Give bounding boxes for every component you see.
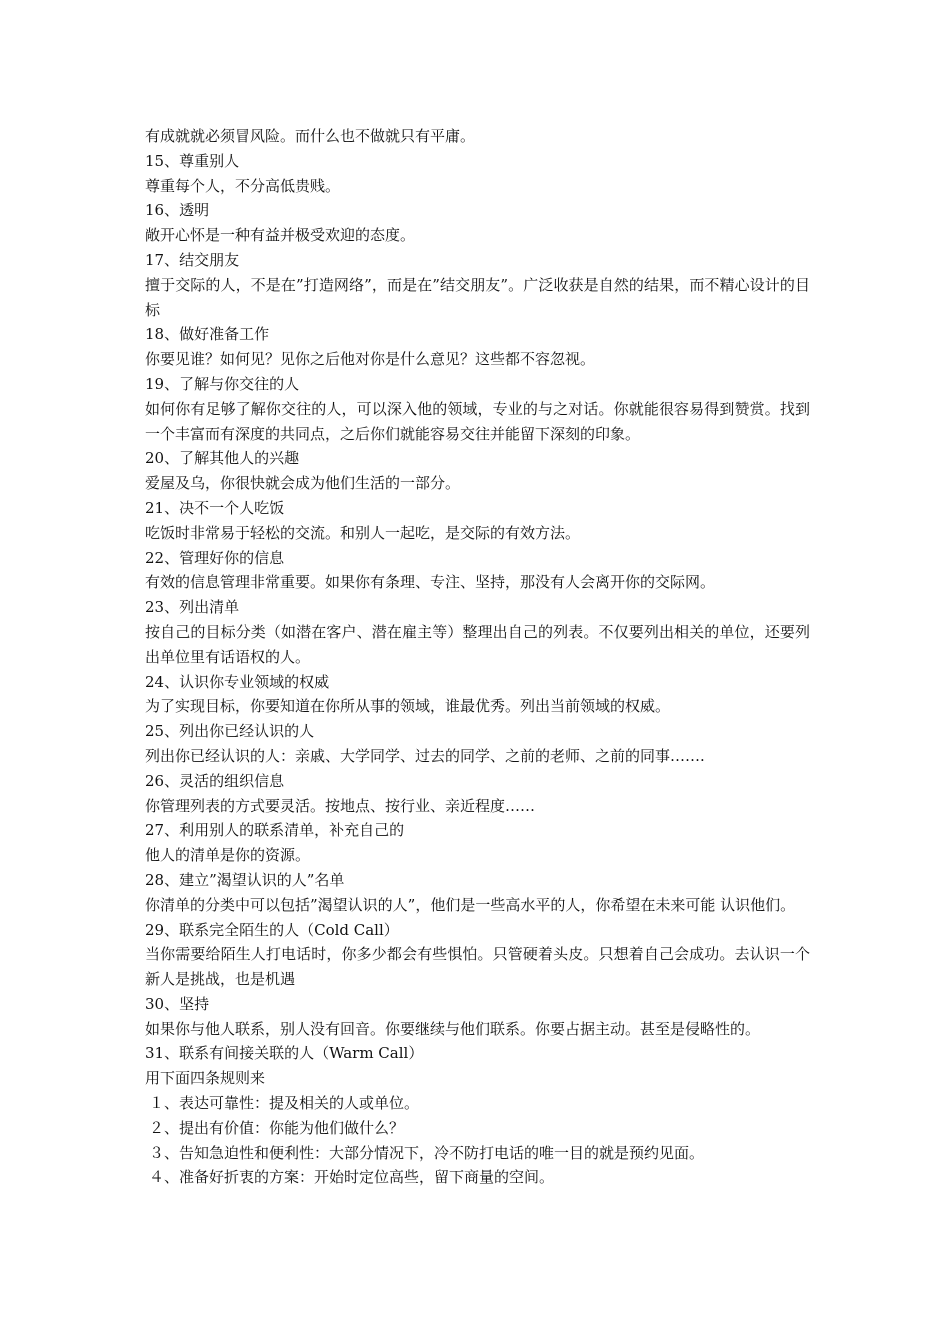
rule-item: ２、提出有价值：你能为他们做什么？ — [149, 1118, 405, 1137]
section-heading: 30、坚持 — [145, 994, 210, 1013]
section-heading: 20、了解其他人的兴趣 — [145, 449, 300, 468]
paragraph: 爱屋及乌，你很快就会成为他们生活的一部分。 — [145, 474, 461, 493]
section-heading: 26、灵活的组织信息 — [145, 771, 285, 790]
section-heading: 24、认识你专业领域的权威 — [145, 672, 330, 691]
section-heading: 25、列出你已经认识的人 — [145, 722, 315, 741]
paragraph: 为了实现目标，你要知道在你所从事的领域，谁最优秀。列出当前领域的权威。 — [145, 697, 671, 716]
paragraph: 列出你已经认识的人：亲戚、大学同学、过去的同学、之前的老师、之前的同事……. — [145, 746, 705, 765]
paragraph: 他人的清单是你的资源。 — [145, 846, 311, 865]
document-body — [145, 124, 810, 1190]
rule-item: １、表达可靠性：提及相关的人或单位。 — [149, 1094, 420, 1113]
rule-item: ３、告知急迫性和便利性：大部分情况下，冷不防打电话的唯一目的就是预约见面。 — [149, 1143, 705, 1162]
section-heading: 19、了解与你交往的人 — [145, 374, 300, 393]
paragraph: 用下面四条规则来 — [145, 1069, 266, 1088]
paragraph: 当你需要给陌生人打电话时，你多少都会有些惧怕。只管硬着头皮。只想着自己会成功。去认识一个新人是挑战，也是机遇 — [145, 945, 810, 989]
section-heading: 22、管理好你的信息 — [145, 548, 285, 567]
paragraph: 按自己的目标分类（如潜在客户、潜在雇主等）整理出自己的列表。不仅要列出相关的单位，还要列出单位里有话语权的人。 — [145, 622, 810, 666]
paragraph: 你管理列表的方式要灵活。按地点、按行业、亲近程度…… — [145, 796, 536, 815]
paragraph: 有成就就必须冒风险。而什么也不做就只有平庸。 — [145, 127, 476, 145]
paragraph: 尊重每个人，不分高低贵贱。 — [145, 176, 341, 195]
paragraph: 吃饭时非常易于轻松的交流。和别人一起吃，是交际的有效方法。 — [145, 523, 581, 542]
section-heading: 17、结交朋友 — [145, 250, 240, 269]
section-heading: 31、联系有间接关联的人（Warm Call） — [145, 1044, 424, 1063]
paragraph: 如果你与他人联系，别人没有回音。你要继续与他们联系。你要占据主动。甚至是侵略性的。 — [145, 1019, 761, 1038]
section-heading: 29、联系完全陌生的人（Cold Call） — [145, 920, 399, 939]
section-heading: 23、列出清单 — [145, 598, 240, 617]
section-heading: 15、尊重别人 — [145, 151, 240, 170]
rule-item: ４、准备好折衷的方案：开始时定位高些，留下商量的空间。 — [149, 1168, 555, 1187]
section-heading: 21、决不一个人吃饭 — [145, 498, 285, 517]
paragraph: 你要见谁？如何见？见你之后他对你是什么意见？这些都不容忽视。 — [145, 350, 596, 369]
section-heading: 16、透明 — [145, 201, 210, 220]
paragraph: 擅于交际的人，不是在”打造网络”，而是在”结交朋友”。广泛收获是自然的结果，而不精心设计的目标 — [145, 275, 810, 319]
paragraph: 有效的信息管理非常重要。如果你有条理、专注、坚持，那没有人会离开你的交际网。 — [145, 573, 716, 592]
section-heading: 27、利用别人的联系清单，补充自己的 — [145, 821, 405, 840]
paragraph: 你清单的分类中可以包括”渴望认识的人”，他们是一些高水平的人，你希望在未来可能 认识他们。 — [145, 895, 796, 914]
section-heading: 28、建立”渴望认识的人”名单 — [145, 870, 345, 889]
paragraph: 如何你有足够了解你交往的人，可以深入他的领域，专业的与之对话。你就能很容易得到赞赏。找到一个丰富而有深度的共同点，之后你们就能容易交往并能留下深刻的印象。 — [145, 399, 810, 443]
section-heading: 18、做好准备工作 — [145, 325, 270, 344]
paragraph: 敞开心怀是一种有益并极受欢迎的态度。 — [145, 226, 416, 245]
